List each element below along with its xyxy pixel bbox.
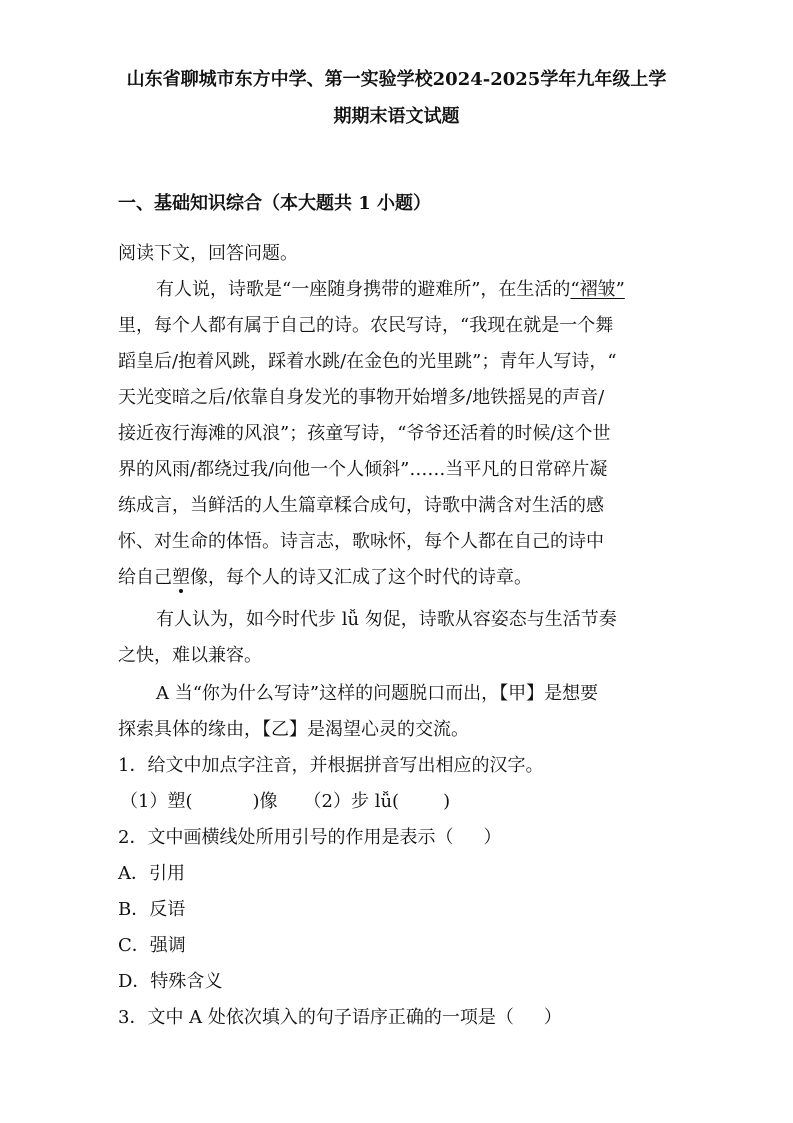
passage-line: 里，每个人都有属于自己的诗。农民写诗，“我现在就是一个舞 bbox=[118, 315, 614, 336]
passage-text: 给自己 bbox=[118, 567, 172, 588]
underlined-quote: “褶皱” bbox=[570, 279, 625, 300]
passage-line: A 当“你为什么写诗”这样的问题脱口而出，【甲】是想要 bbox=[156, 683, 599, 704]
subitem-1-suffix: )像 bbox=[252, 791, 278, 812]
option-a[interactable]: A．引用 bbox=[118, 863, 185, 884]
section-heading: 一、基础知识综合（本大题共 1 小题） bbox=[118, 193, 432, 214]
exam-title-line-1: 山东省聊城市东方中学、第一实验学校2024-2025学年九年级上学 bbox=[126, 69, 667, 90]
passage-line: 有人认为，如今时代步 lǚ 匆促，诗歌从容姿态与生活节奏 bbox=[156, 609, 617, 630]
passage-line: 怀、对生命的体悟。诗言志，歌咏怀，每个人都在自己的诗中 bbox=[118, 531, 604, 552]
option-c[interactable]: C．强调 bbox=[118, 935, 186, 956]
reading-instruction: 阅读下文，回答问题。 bbox=[118, 243, 298, 264]
subitem-2-suffix: ) bbox=[443, 791, 451, 812]
question-2-close: ） bbox=[483, 827, 502, 848]
passage-line bbox=[118, 564, 532, 592]
passage-line: 之快，难以兼容。 bbox=[118, 645, 262, 666]
question-2-text: 2．文中画横线处所用引号的作用是表示（ bbox=[118, 827, 454, 848]
question-1: 1．给文中加点字注音，并根据拼音写出相应的汉字。 bbox=[118, 755, 544, 776]
dotted-character: 塑 bbox=[172, 567, 190, 588]
passage-line: 探索具体的缘由，【乙】是渴望心灵的交流。 bbox=[118, 719, 469, 740]
passage-line: 练成言，当鲜活的人生篇章糅合成句，诗歌中满含对生活的感 bbox=[118, 495, 604, 516]
question-2 bbox=[118, 824, 501, 852]
passage-text: 像，每个人的诗又汇成了这个时代的诗章。 bbox=[190, 567, 532, 588]
option-b[interactable]: B．反语 bbox=[118, 899, 186, 920]
subitem-1-prefix: （1）塑( bbox=[120, 791, 193, 812]
passage-line: 蹈皇后/抱着风跳，踩着水跳/在金色的光里跳”；青年人写诗，“ bbox=[118, 351, 617, 372]
option-d[interactable]: D．特殊含义 bbox=[118, 971, 223, 992]
question-3-close: ） bbox=[543, 1007, 562, 1028]
passage-line: 界的风雨/都绕过我/向他一个人倾斜”……当平凡的日常碎片凝 bbox=[118, 459, 608, 480]
exam-title-line-2: 期期末语文试题 bbox=[333, 106, 460, 127]
passage-text: 有人说，诗歌是“一座随身携带的避难所”，在生活的 bbox=[156, 279, 571, 300]
question-3-text: 3．文中 A 处依次填入的句子语序正确的一项是（ bbox=[118, 1007, 514, 1028]
question-3 bbox=[118, 1004, 562, 1032]
question-1-subitems bbox=[120, 788, 450, 816]
passage-line: 天光变暗之后/依靠自身发光的事物开始增多/地铁摇晃的声音/ bbox=[118, 387, 605, 408]
passage-line: 接近夜行海滩的风浪”；孩童写诗，“爷爷还活着的时候/这个世 bbox=[118, 423, 611, 444]
subitem-2-prefix: （2）步 lǚ( bbox=[303, 791, 400, 812]
passage-line bbox=[156, 276, 625, 304]
